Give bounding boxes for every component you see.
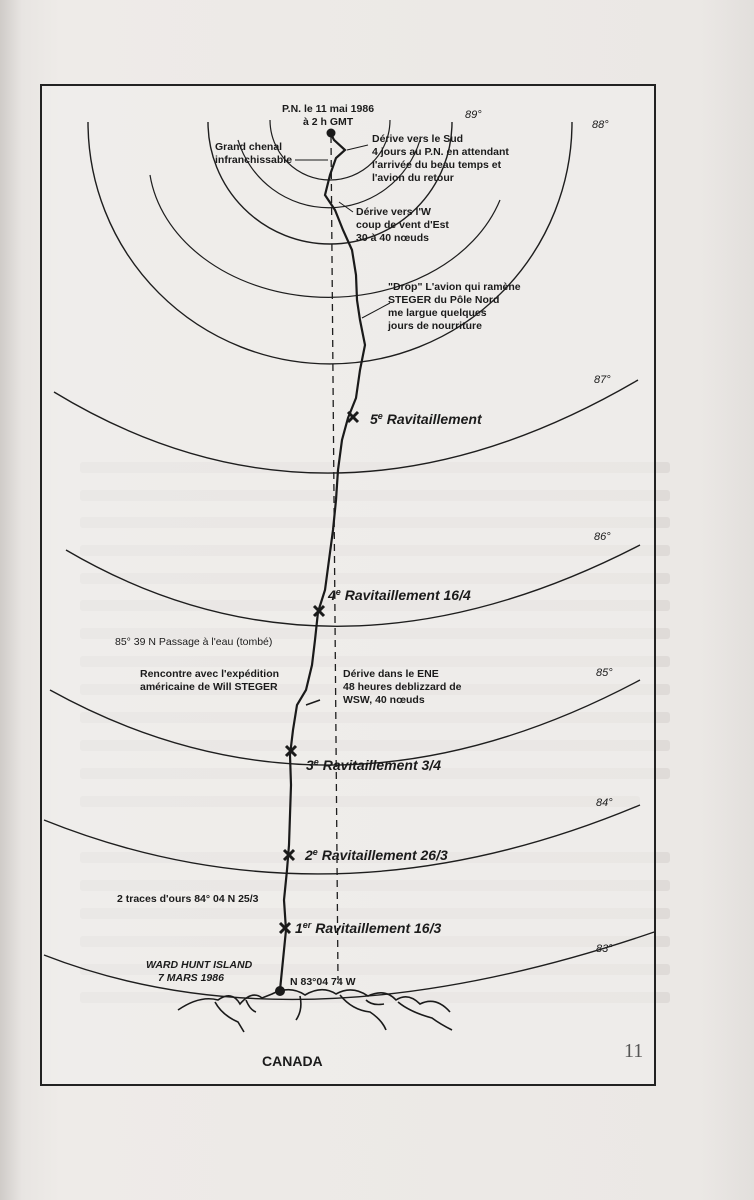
- pole-label-line1: P.N. le 11 mai 1986: [282, 103, 375, 115]
- north-pole-marker: [327, 129, 336, 138]
- derive-w-2: coup de vent d'Est: [356, 219, 449, 231]
- start-date-label: 7 MARS 1986: [158, 972, 224, 984]
- derive-sud-3: l'arrivée du beau temps et: [372, 159, 502, 171]
- latitude-label-86: 86°: [594, 531, 611, 543]
- drop-label-2: STEGER du Pôle Nord: [388, 294, 500, 306]
- resupply-5-label: 5e Ravitaillement: [370, 411, 482, 427]
- ours-label: 2 traces d'ours 84° 04 N 25/3: [117, 893, 259, 905]
- derive-w-3: 30 à 40 nœuds: [356, 232, 429, 244]
- latitude-label-83: 83°: [596, 943, 613, 955]
- parallel-86-arc: [66, 545, 640, 626]
- derive-sud-2: 4 jours au P.N. en attendant: [372, 146, 509, 158]
- start-place-label: WARD HUNT ISLAND: [146, 959, 253, 971]
- drop-label-4: jours de nourriture: [388, 320, 482, 332]
- resupply-2-label: 2e Ravitaillement 26/3: [305, 847, 448, 863]
- derive-sud-4: l'avion du retour: [372, 172, 454, 184]
- latitude-label-88: 88°: [592, 119, 609, 131]
- resupply-3-label: 3e Ravitaillement 3/4: [306, 757, 441, 773]
- resupply-1-label: 1er Ravitaillement 16/3: [295, 920, 442, 936]
- derive-ene-3: WSW, 40 nœuds: [343, 694, 425, 706]
- page-number: 11: [624, 1040, 644, 1062]
- derive-ene-1: Dérive dans le ENE: [343, 668, 439, 680]
- drop-label-1: "Drop" L'avion qui ramène: [388, 281, 521, 293]
- latitude-label-87: 87°: [594, 374, 611, 386]
- derive-w-1: Dérive vers l'W: [356, 206, 431, 218]
- derive-ene-2: 48 heures deblizzard de: [343, 681, 462, 693]
- latitude-label-84: 84°: [596, 797, 613, 809]
- rencontre-label-2: américaine de Will STEGER: [140, 681, 278, 693]
- parallel-84-arc: [44, 805, 640, 874]
- country-label: CANADA: [262, 1053, 323, 1069]
- parallel-83-arc: [44, 930, 660, 999]
- resupply-4-label: 4e Ravitaillement 16/4: [328, 587, 471, 603]
- chenal-label-1: Grand chenal: [215, 141, 283, 153]
- latitude-label-85: 85°: [596, 667, 613, 679]
- derive-sud-1: Dérive vers le Sud: [372, 133, 464, 145]
- start-coords-label: N 83°04 74 W: [290, 976, 356, 988]
- passage-label: 85° 39 N Passage à l'eau (tombé): [115, 636, 273, 648]
- chenal-label-2: infranchissable: [215, 154, 293, 166]
- latitude-label-89: 89°: [465, 109, 482, 121]
- pole-label-line2: à 2 h GMT: [303, 116, 354, 128]
- drop-label-3: me largue quelques: [388, 307, 487, 319]
- rencontre-label-1: Rencontre avec l'expédition: [140, 668, 280, 680]
